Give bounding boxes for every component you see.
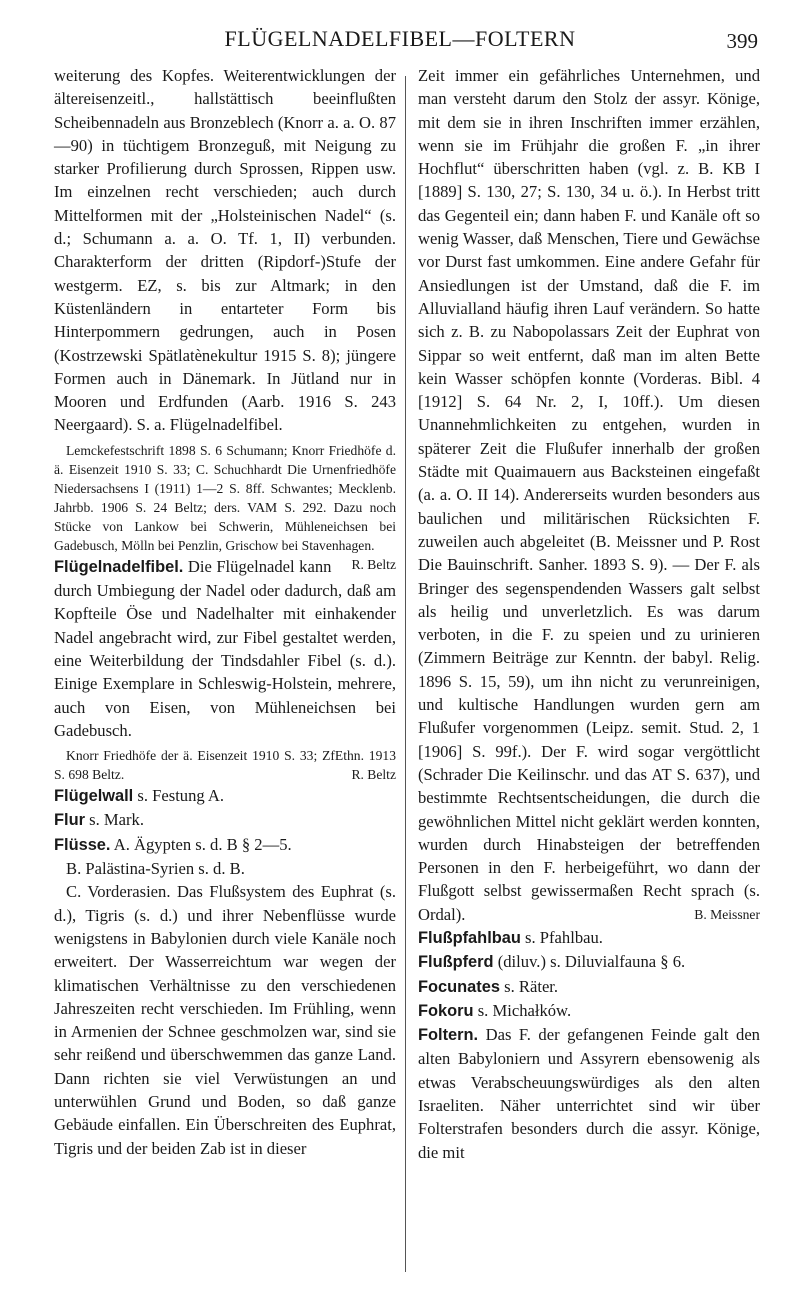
entry-foltern: Foltern. Das F. der gefangenen Feinde galt den alten Babyloniern und Assyrern ebensowenig als etwas Verabscheuungswürdiges als den alten Israeliten. Näher unterrichtet sind wir über Folterstrafen besonders durch die assyr. Könige, die mit [418,1025,760,1162]
entry-fluegelwall: Flügelwall s. Festung A. [54,786,225,806]
entry-heading: Flügelnadelfibel. [54,557,184,576]
subsection: B. Palästina-Syrien s. d. B. [66,859,245,879]
entry-focunates: Focunates s. Räter. [418,976,559,996]
entry-heading: Focunates [418,977,500,996]
entry-heading: Flußpfahlbau [418,928,521,947]
entry-heading: Flüsse. [54,835,111,854]
entry-fokoru: Fokoru s. Michałków. [418,1000,572,1020]
right-column [418,64,760,1164]
references: Lemckefestschrift 1898 S. 6 Schumann; Knorr Friedhöfe d. ä. Eisenzeit 1910 S. 33; C. Schuchhardt Die Urnenfriedhöfe Niedersachsens I (1911) 1—2 S. 8ff. Schwantes; Mecklenb. Jahrbb. 1906 S. 24 Beltz; ders. VAM S. 292. Dazu noch Stücke von Lankow bei Schwerin, Mühleneichsen bei Gadebusch, Mölln bei Penzlin, Grischow bei Stavenhagen. R. Beltz [54,442,396,572]
left-column [54,64,396,1160]
author-signature: R. Beltz [351,767,396,783]
page-header [0,18,800,58]
running-title: FLÜGELNADELFIBEL—FOLTERN [224,26,576,51]
author-signature: B. Meissner [694,906,760,922]
entry-heading: Flur [54,811,85,830]
entry-flur: Flur s. Mark. [54,810,144,830]
references: Knorr Friedhöfe der ä. Eisenzeit 1910 S. 33; ZfEthn. 1913 S. 698 Beltz. R. Beltz [54,748,396,783]
entry-fluegelnadelfibel: Flügelnadelfibel. Die Flügelnadel kann durch Umbiegung der Nadel oder dadurch, daß am Kopfteile Öse und Nadelhalter mit einhakender Nadel angebracht wird, zur Fibel gestaltet werden, eine Weiterbildung der Tindsdahler Fibel (s. d.). Einige Exemplare in Schleswig-Holstein, mehrere, auch von Eisen, von Mühleneichsen bei Gadebusch. [54,556,396,740]
column-divider [405,76,406,1272]
paragraph: Zeit immer ein gefährliches Unternehmen, und man versteht darum den Stolz der assyr. Könige, mit dem sie in ihren Inschriften immer erzählen, wenn sie im Frühjahr die großen F. „in ihrer Hochflut“ überschritten haben (vgl. z. B. KB I [1889] S. 130, 27; S. 130, 34 u. ö.). In Herbst tritt das Gegenteil ein; dann haben F. und Kanäle oft so wenig Wasser, daß Menschen, Tiere und Gewächse vor Durst fast umkommen. Eine andere Gefahr für Ansiedlungen ist der Umstand, daß die F. im Alluvialland häufig ihren Lauf verändern. So hatte sich z. B. zu Nabopolassars Zeit der Euphrat von Sippar so weit entfernt, daß man im alten Bette kein Wasser schöpfen konnte (Vorderas. Bibl. 4 [1912] S. 64 Nr. 2, I, 10ff.). Um diesen Unannehmlichkeiten zu entgehen, wurden in späterer Zeit die Flußufer innerhalb der großen Städte mit Quaimauern aus Backsteinen eingefaßt (a. a. O. II 14). Andererseits wurden besonders aus baulichen und militärischen Rücksichten F. zuweilen auch abgeleitet (B. Meissner und P. Rost Die Bauinschrift. Sanher. 1893 S. 9). — Der F. als Bringer des segenspendenden Wassers galt selbst als heilig und unverletzlich. Es was darum verboten, in die F. zu speien und zu urinieren (Zimmern Beiträge zur Kenntn. der babyl. Relig. 1896 S. 15, 59), um ihn nicht zu verunreinigen, und kultische Handlungen wurden gern am Flußufer vorgenommen (Leipz. semit. Stud. 2, 1 [1906] S. 99f.). Der F. wird sogar vergöttlicht (Schrader Die Keilinschr. und das AT S. 637), und bestimmte Rechtsentscheidungen, die durch die gewöhnlichen Mittel nicht geklärt werden konnten, wurden durch Hinabsteigen der betreffenden Personen in den F. herbeigeführt, wo dann der Flußgott selbst gewissermaßen Recht sprach (s. Ordal). B. Meissner [418,64,760,926]
entry-heading: Flußpferd [418,953,494,972]
subsection: C. Vorderasien. Das Flußsystem des Euphrat (s. d.), Tigris (s. d.) und ihrer Nebenflüsse wurde wenigstens in Babylonien durch viele Kanäle noch erweitert. Der Wasserreichtum war wegen der klimatischen Verhältnisse zu den verschiedenen Jahreszeiten recht verschieden. Im Frühling, wenn in Armenien der Schnee geschmolzen war, sind sie sehr reißend und überschwemmen das ganze Land. Dann richten sie viel Verwüstungen an und unterwühlen Grund und Boden, so daß ganze Gebäude einfallen. Ein Überschreiten des Euphrat, Tigris und der beiden Zab ist in dieser [54,882,396,1158]
entry-flusspfahlbau: Flußpfahlbau s. Pfahlbau. [418,927,603,947]
entry-heading: Flügelwall [54,787,134,806]
entry-heading: Foltern. [418,1026,479,1045]
author-signature: R. Beltz [351,556,396,572]
entry-flusspferd: Flußpferd (diluv.) s. Diluvialfauna § 6. [418,952,686,972]
entry-heading: Fokoru [418,1001,474,1020]
page-number: 399 [726,29,758,53]
entry-fluesse: Flüsse. A. Ägypten s. d. B § 2—5. [54,834,292,854]
paragraph: weiterung des Kopfes. Weiterentwicklungen der ältereisenzeitl., hallstättisch beeinflußten Scheibennadeln aus Bronzeblech (Knorr a. a. O. 87—90) in tüchtigem Bronzeguß, mit Neigung zu starker Profilierung durch Sprossen, Rippen usw. Im einzelnen recht verschieden; auch durch Mittelformen mit der „Holsteinischen Nadel“ (s. d.; Schumann a. a. O. Tf. 1, II) verbunden. Charakterform der dritten (Ripdorf-)Stufe der westgerm. EZ, s. bis zur Altmark; in den Küstenländern in entarteter Form bis Hinterpommern gedrungen, auch in Posen (Kostrzewski Spätlatènekultur 1915 S. 8); jüngere Formen auch in Dänemark. In Jütland nur in Mooren und Erdfunden (Aarb. 1916 S. 243 Neergaard). S. a. Flügelnadelfibel. [54,66,396,435]
